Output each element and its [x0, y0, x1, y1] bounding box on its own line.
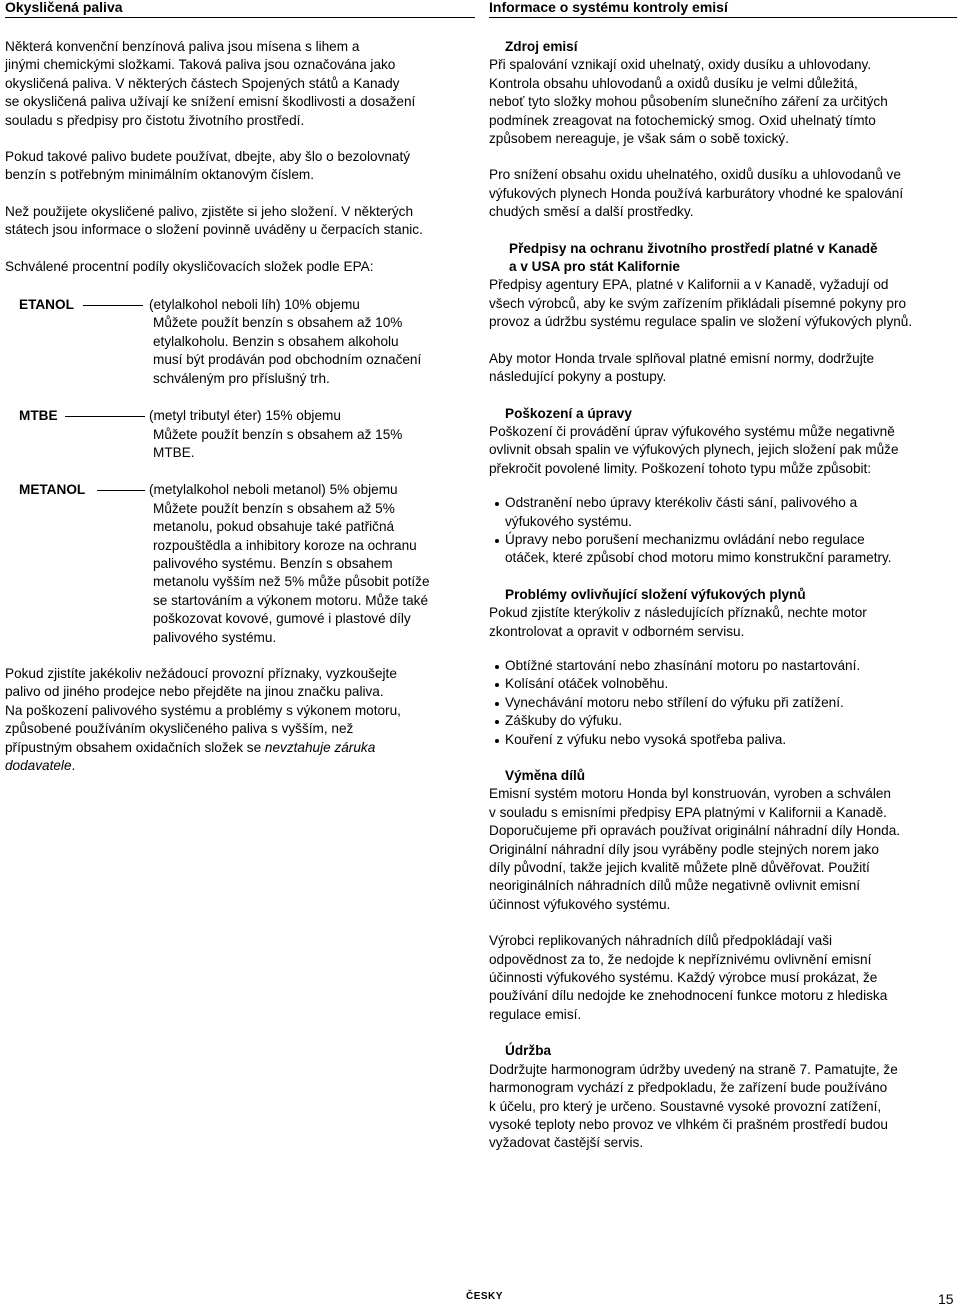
tampering-list	[489, 494, 957, 568]
methanol-leader-line	[97, 490, 145, 491]
follow-instructions-text: Aby motor Honda trvale splňoval platné emisní normy, dodržujte následující pokyny a postupy.	[489, 350, 875, 385]
section-heading-oxygenated-fuels: Okysličená paliva	[5, 0, 475, 18]
subheading-parts-replacement: Výměna dílů	[505, 768, 586, 783]
mtbe-term: MTBE	[19, 408, 58, 424]
subheading-regulations: Předpisy na ochranu životního prostředí platné v Kanadě a v USA pro stát Kalifornie	[509, 240, 878, 275]
list-item: Vynechávání motoru nebo střílení do výfuku při zatížení.	[489, 694, 957, 712]
fuel-problems-warranty: Pokud zjistíte jakékoliv nežádoucí provozní příznaky, vyzkoušejte palivo od jiného prodejce nebo přejděte na jinou značku paliva. Na poškození palivového systému a problémy s výkonem motoru, způsobené používáním okysličeného paliva s vyšším, než přípustným obsahem oxidačních složek se nevztahuje záruka dodavatele.	[5, 665, 401, 773]
oxygenated-fuels-intro: Některá konvenční benzínová paliva jsou mísena s lihem a jinými chemickými složkami. Taková paliva jsou označována jako okysličená paliva. V některých částech Spojených států a Kanady se okysličená paliva užívají ke snížení emisní škodlivosti a dosažení souladu s předpisy pro čistotu životního prostředí.	[5, 39, 416, 128]
list-item: Kouření z výfuku nebo vysoká spotřeba paliva.	[489, 731, 957, 749]
subheading-maintenance: Údržba	[505, 1043, 552, 1059]
replacement-parts-responsibility: Výrobci replikovaných náhradních dílů předpokládají vaši odpovědnost za to, že nedojde k nepříznivému ovlivnění emisní účinnosti výfukového systému. Každý výrobce musí prokázat, že používání dílu nedojde ke znehodnocení funkce motoru z hlediska regulace emisí.	[489, 933, 888, 1022]
footer-language: ČESKY	[466, 1291, 503, 1302]
ethanol-definition: ETANOL (etylalkohol neboli líh) 10% objemu Můžete použít benzín s obsahem až 10% etylalkoholu. Benzin s obsahem alkoholu musí být prodáván pod obchodním označení schváleným pro příslušný trh.	[5, 296, 475, 388]
honda-emission-reduction-text: Pro snížení obsahu oxidu uhelnatého, oxidů dusíku a uhlovodanů ve výfukových plynech Honda používá karburátory vhodné ke spalování chudých směsí a další prostředky.	[489, 167, 904, 220]
parts-replacement-text: Emisní systém motoru Honda byl konstruován, vyroben a schválen v souladu s emisními předpisy EPA platnými v Kalifornii a Kanadě. Doporučujeme při opravách používat originální náhradní díly Honda. Originální náhradní díly jsou vyráběny podle stejných norem jako díly původní, takže jejich kvalitě můžete plně důvěřovat. Použití neoriginálních náhradních dílů může negativně ovlivnit emisní účinnost výfukového systému.	[489, 786, 901, 912]
right-column	[489, 0, 957, 1153]
symptoms-list	[489, 657, 957, 749]
unleaded-note: Pokud takové palivo budete používat, dbejte, aby šlo o bezolovnatý benzín s potřebným minimálním oktanovým číslem.	[5, 149, 411, 183]
epa-approved-intro: Schválené procentní podíly okysličovacích složek podle EPA:	[5, 258, 374, 274]
regulations-text: Předpisy agentury EPA, platné v Kalifornii a v Kanadě, vyžadují od všech výrobců, aby ke svým zařízením přikládali písemné pokyny pro provoz a údržbu systému regulace spalin ve složení výfukových plynů.	[489, 277, 913, 330]
subheading-tampering: Poškození a úpravy	[505, 405, 632, 421]
methanol-definition: METANOL (metylalkohol neboli metanol) 5% objemu Můžete použít benzín s obsahem až 5% metanolu, pokud obsahuje také patřičná rozpouštědla a inhibitory koroze na ochranu palivového systému. Benzín s obsahem metanolu vyšším než 5% může působit potíže se startováním a výkonem motoru. Může také poškozovat kovové, gumové i plastové díly palivového systému.	[5, 481, 475, 647]
tampering-text: Poškození či provádění úprav výfukového systému může negativně ovlivnit obsah spalin ve výfukových plynech, jejich složení pak může překročit povolené limity. Poškození tohoto typu může způsobit:	[489, 423, 899, 476]
methanol-term: METANOL	[19, 482, 86, 498]
methanol-description: Můžete použít benzín s obsahem až 5% metanolu, pokud obsahuje také patřičná rozpouštědla a inhibitory koroze na ochranu palivového systému. Benzín s obsahem metanolu vyšším než 5% může působit potíže se startováním a výkonem motoru. Může také poškozovat kovové, gumové i plastové díly palivového systému.	[153, 500, 430, 645]
subheading-exhaust-problems: Problémy ovlivňující složení výfukových plynů	[505, 586, 806, 602]
list-item: Obtížné startování nebo zhasínání motoru po nastartování.	[489, 657, 957, 675]
mtbe-leader-line	[65, 416, 145, 417]
list-item: Kolísání otáček volnoběhu.	[489, 675, 957, 693]
list-item: Odstranění nebo úpravy kterékoliv části sání, palivového a výfukového systému.	[489, 494, 957, 531]
exhaust-problems-text: Pokud zjistíte kterýkoliv z následujících příznaků, nechte motor zkontrolovat a opravit v odborném servisu.	[489, 605, 867, 639]
composition-note: Než použijete okysličené palivo, zjistěte si jeho složení. V některých státech jsou informace o složení povinně uváděny u čerpacích stanic.	[5, 203, 423, 238]
subheading-emission-source: Zdroj emisí	[505, 39, 578, 54]
section-heading-emission-info: Informace o systému kontroly emisí	[489, 0, 957, 18]
list-item: Záškuby do výfuku.	[489, 712, 957, 730]
maintenance-text: Dodržujte harmonogram údržby uvedený na straně 7. Pamatujte, že harmonogram vychází z předpokladu, že zařízení bude používáno k účelu, pro který je určeno. Soustavné vysoké provozní zatížení, vysoké teploty nebo provoz ve vlhkém či prašném prostředí budou vyžadovat častější servis.	[489, 1061, 898, 1151]
emission-source-text: Při spalování vznikají oxid uhelnatý, oxidy dusíku a uhlovodany. Kontrola obsahu uhlovodanů a oxidů dusíku je velmi důležitá, neboť tyto složky mohou působením slunečního záření za určitých podmínek zreagovat na fotochemický smog. Oxid uhelnatý tímto způsobem nereaguje, je však sám o sobě toxický.	[489, 57, 888, 147]
list-item: Úpravy nebo porušení mechanizmu ovládání nebo regulace otáček, které způsobí chod motoru mimo konstrukční parametry.	[489, 531, 957, 568]
page-number: 15	[938, 1291, 954, 1307]
ethanol-leader-line	[83, 305, 143, 306]
mtbe-description: Můžete použít benzín s obsahem až 15% MTBE.	[153, 426, 403, 460]
mtbe-definition: MTBE (metyl tributyl éter) 15% objemu Můžete použít benzín s obsahem až 15% MTBE.	[5, 407, 475, 462]
left-column	[5, 0, 475, 775]
ethanol-description: Můžete použít benzín s obsahem až 10% etylalkoholu. Benzin s obsahem alkoholu musí být prodáván pod obchodním označení schváleným pro příslušný trh.	[153, 315, 422, 386]
ethanol-term: ETANOL	[19, 297, 74, 313]
